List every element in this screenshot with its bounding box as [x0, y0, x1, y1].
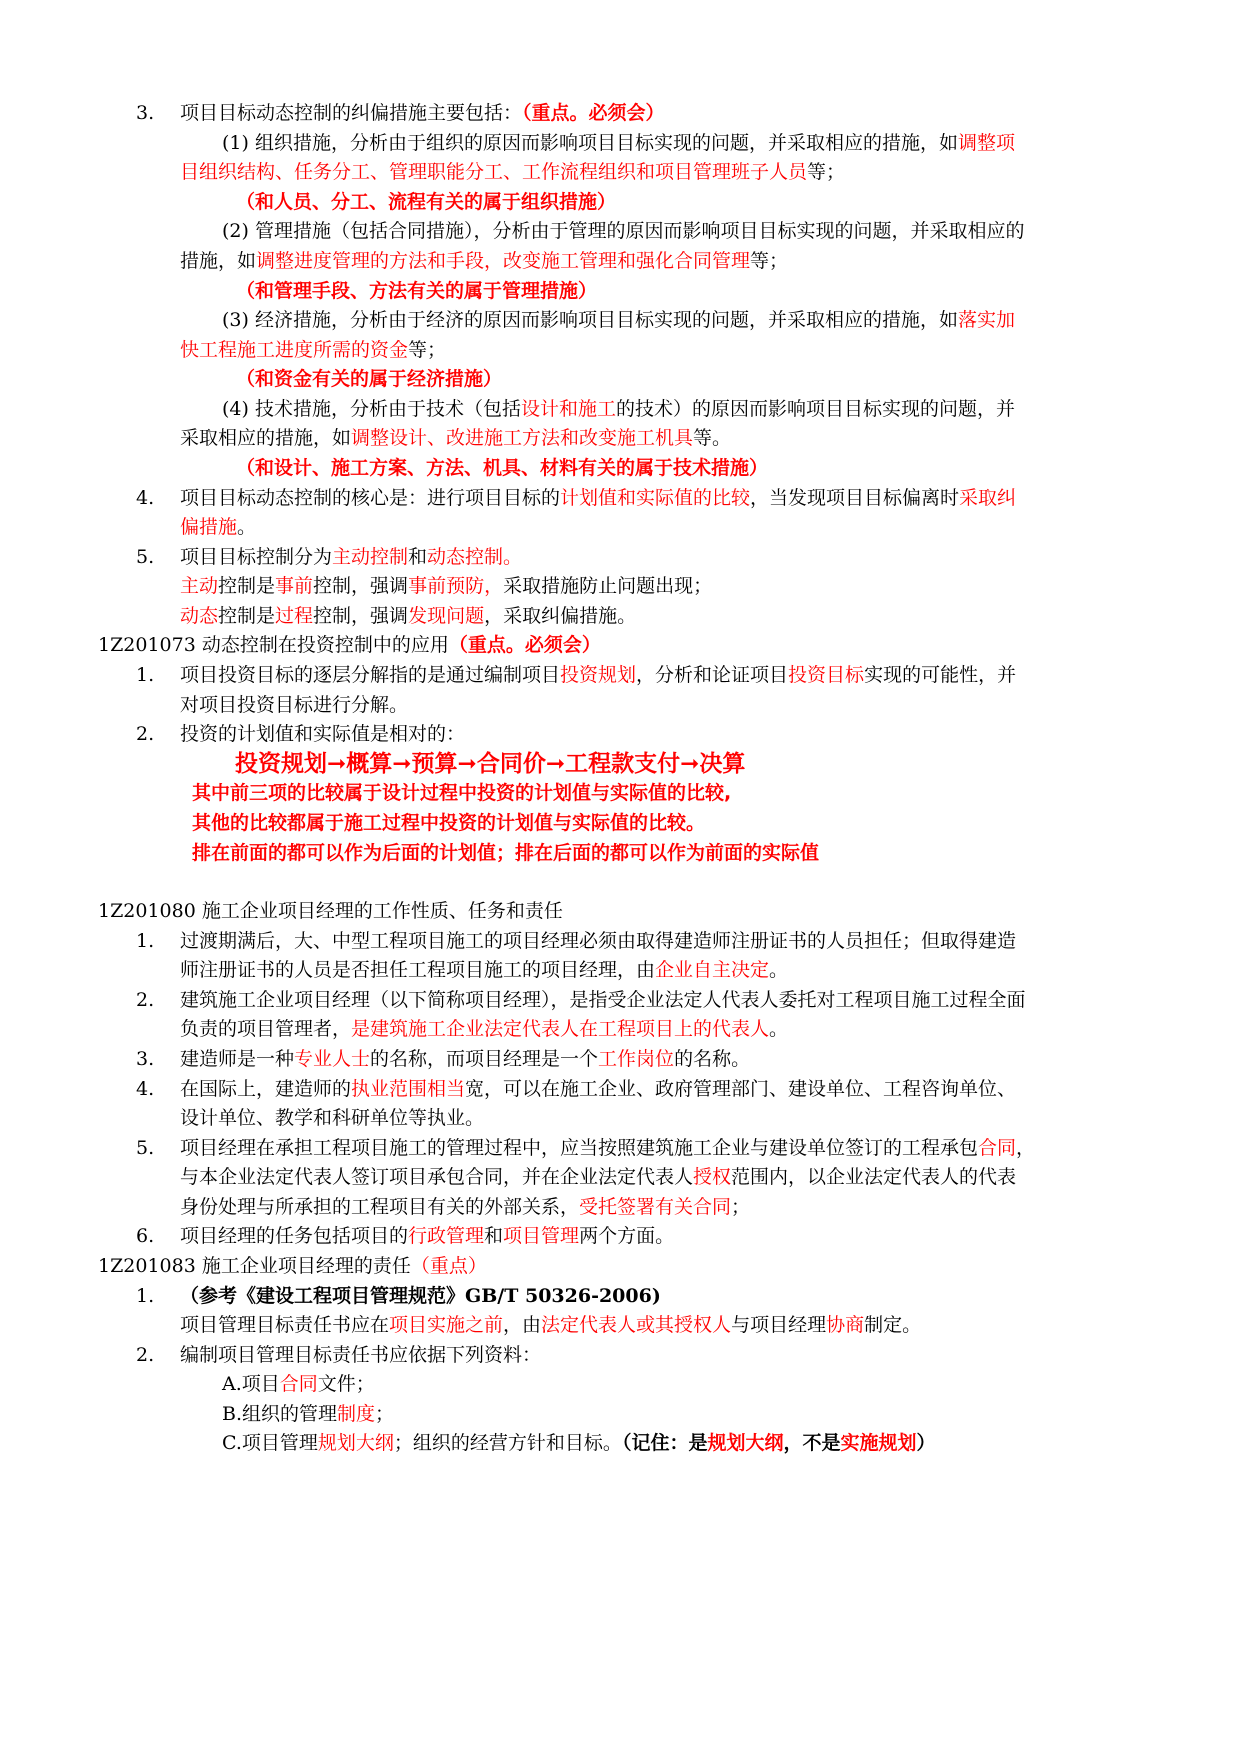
body-text: 控制，强调: [313, 575, 409, 597]
body-text: 和: [408, 546, 428, 568]
text-line: [192, 810, 705, 836]
body-text: 两个方面。: [579, 1225, 675, 1247]
text-line: [222, 1430, 936, 1456]
body-text: 等；: [750, 250, 789, 272]
body-text: 实现的可能性，并: [864, 664, 1017, 686]
body-text: 与本企业法定代表人签订项目承包合同，并在企业法定代表人: [180, 1166, 694, 1188]
body-text: (2) 管理措施（包括合同措施），分析由于管理的原因而影响项目目标实现的问题，并采取相应的: [222, 220, 1025, 242]
text-line: [180, 928, 1016, 954]
body-text: 设计单位、教学和科研单位等执业。: [180, 1107, 485, 1129]
list-number: 1.: [136, 664, 155, 686]
text-line: [98, 632, 601, 658]
text-line: [235, 751, 745, 778]
highlighted-text: 快工程施工进度所需的资金: [180, 339, 409, 361]
highlighted-text: 主动控制: [332, 546, 409, 568]
text-line: [180, 662, 1016, 688]
body-text: 项目经理在承担工程项目施工的管理过程中，应当按照建筑施工企业与建设单位签订的工程承包: [180, 1137, 979, 1159]
highlighted-text: 计划值和实际值的比较: [560, 487, 751, 509]
text-line: [180, 248, 788, 274]
highlighted-text: 投资规划: [560, 664, 637, 686]
text-line: [180, 425, 731, 451]
text-line: [180, 544, 522, 570]
body-text: 等；: [408, 339, 447, 361]
highlighted-text: 调整项: [957, 132, 1015, 154]
highlighted-text: 动态控制。: [427, 546, 523, 568]
body-text: 身份处理与所承担的工程项目有关的外部关系，: [180, 1196, 580, 1218]
body-text: 。: [237, 516, 257, 538]
highlighted-text: 法定代表人或其授权人: [541, 1314, 732, 1336]
text-line: [192, 840, 819, 866]
text-line: [180, 1283, 661, 1309]
list-number: 5.: [136, 1137, 155, 1159]
highlighted-text: 规划大纲: [707, 1432, 784, 1454]
body-text: ，由: [503, 1314, 542, 1336]
highlighted-text: 设计和施工: [520, 398, 616, 420]
highlighted-text: 行政管理: [408, 1225, 485, 1247]
highlighted-text: 授权: [693, 1166, 732, 1188]
text-line: [192, 780, 731, 806]
text-line: [222, 1401, 394, 1427]
highlighted-text: 偏措施: [180, 516, 238, 538]
body-text: 。: [769, 1018, 789, 1040]
text-line: [180, 337, 446, 363]
highlighted-text: 其中前三项的比较属于设计过程中投资的计划值与实际值的比较,: [192, 782, 732, 804]
body-text: 与项目经理: [731, 1314, 827, 1336]
body-text: ，: [1016, 1137, 1036, 1159]
text-line: [180, 159, 845, 185]
text-line: [222, 396, 1015, 422]
body-text: 控制，强调: [313, 605, 409, 627]
highlighted-text: 执业范围相当: [351, 1078, 466, 1100]
body-text: 投资的计划值和实际值是相对的：: [180, 723, 466, 745]
body-text: C.项目管理: [222, 1432, 318, 1454]
body-text: 对项目投资目标进行分解。: [180, 694, 409, 716]
body-text: 1Z201083 施工企业项目经理的责任: [98, 1255, 411, 1277]
highlighted-text: 主动: [180, 575, 219, 597]
body-text: 文件；: [317, 1373, 375, 1395]
text-line: [222, 307, 1015, 333]
highlighted-text: （记住：是: [621, 1432, 708, 1454]
highlighted-text: ）: [916, 1432, 936, 1454]
body-text: ；: [375, 1403, 395, 1425]
text-line: [180, 1016, 788, 1042]
text-line: [98, 898, 563, 924]
text-line: [180, 1046, 750, 1072]
highlighted-text: （和管理手段、方法有关的属于管理措施）: [236, 280, 598, 302]
text-line: [180, 1342, 541, 1368]
highlighted-text: （参考《建设工程项目管理规范》GB/T 50326-2006): [180, 1285, 661, 1307]
highlighted-text: 投资规划➞概算➞预算➞合同价➞工程款支付➞决算: [235, 751, 746, 777]
highlighted-text: 事前预防，: [408, 575, 504, 597]
text-line: [180, 1312, 921, 1338]
body-text: 项目管理目标责任书应在: [180, 1314, 390, 1336]
highlighted-text: （和人员、分工、流程有关的属于组织措施）: [236, 191, 617, 213]
text-line: [180, 573, 712, 599]
highlighted-text: 事前: [275, 575, 314, 597]
highlighted-text: 过程: [275, 605, 314, 627]
text-line: [222, 1371, 375, 1397]
body-text: 项目投资目标的逐层分解指的是通过编制项目: [180, 664, 561, 686]
text-line: [98, 1253, 487, 1279]
highlighted-text: 动态: [180, 605, 219, 627]
highlighted-text: 项目管理: [503, 1225, 580, 1247]
body-text: 和: [484, 1225, 504, 1247]
body-text: 项目经理的任务包括项目的: [180, 1225, 409, 1247]
text-line: [236, 278, 597, 304]
highlighted-text: 实施规划: [840, 1432, 917, 1454]
highlighted-text: 协商: [826, 1314, 865, 1336]
body-text: 等；: [807, 161, 846, 183]
highlighted-text: （重点。必须会）: [522, 102, 665, 124]
highlighted-text: 合同: [978, 1137, 1017, 1159]
body-text: 1Z201073 动态控制在投资控制中的应用: [98, 634, 449, 656]
body-text: 项目目标动态控制的纠偏措施主要包括：: [180, 102, 523, 124]
highlighted-text: 调整进度管理的方法和手段，改变施工管理和强化合同管理: [256, 250, 751, 272]
text-line: [236, 366, 502, 392]
list-number: 5.: [136, 546, 155, 568]
text-line: [180, 514, 256, 540]
list-number: 1.: [136, 930, 155, 952]
body-text: 负责的项目管理者，: [180, 1018, 352, 1040]
text-line: [180, 485, 1016, 511]
list-number: 1.: [136, 1285, 155, 1307]
highlighted-text: 制度: [337, 1403, 376, 1425]
list-number: 3.: [136, 102, 155, 124]
body-text: 制定。: [864, 1314, 922, 1336]
body-text: 控制是: [218, 605, 276, 627]
text-line: [222, 130, 1015, 156]
body-text: 采取相应的措施，如: [180, 427, 352, 449]
body-text: 。: [769, 959, 789, 981]
body-text: 在国际上，建造师的: [180, 1078, 352, 1100]
highlighted-text: 企业自主决定: [655, 959, 770, 981]
body-text: ，分析和论证项目: [636, 664, 789, 686]
text-line: [180, 603, 636, 629]
body-text: ；: [731, 1196, 751, 1218]
body-text: (3) 经济措施，分析由于经济的原因而影响项目目标实现的问题，并采取相应的措施，如: [222, 309, 958, 331]
body-text: 1Z201080 施工企业项目经理的工作性质、任务和责任: [98, 900, 563, 922]
body-text: 过渡期满后，大、中型工程项目施工的项目经理必须由取得建造师注册证书的人员担任；但取得建造: [180, 930, 1017, 952]
highlighted-text: 排在前面的都可以作为后面的计划值；排在后面的都可以作为前面的实际值: [192, 842, 820, 864]
body-text: ，当发现项目目标偏离时: [750, 487, 960, 509]
body-text: 的名称，而项目经理是一个: [370, 1048, 599, 1070]
text-line: [180, 1223, 674, 1249]
text-line: [180, 1194, 750, 1220]
list-number: 2.: [136, 1344, 155, 1366]
body-text: 建筑施工企业项目经理（以下简称项目经理），是指受企业法定人代表人委托对工程项目施工过程全面: [180, 989, 1026, 1011]
highlighted-text: 专业人士: [294, 1048, 371, 1070]
text-line: [236, 455, 768, 481]
body-text: (4) 技术措施，分析由于技术（包括: [222, 398, 521, 420]
body-text: 控制是: [218, 575, 276, 597]
list-number: 4.: [136, 1078, 155, 1100]
highlighted-text: 合同: [279, 1373, 318, 1395]
body-text: B.组织的管理: [222, 1403, 338, 1425]
highlighted-text: 规划大纲: [317, 1432, 394, 1454]
body-text: 的技术）的原因而影响项目目标实现的问题，并: [615, 398, 1015, 420]
highlighted-text: 项目实施之前: [389, 1314, 504, 1336]
body-text: 宽，可以在施工企业、政府管理部门、建设单位、工程咨询单位、: [465, 1078, 1017, 1100]
body-text: 项目目标动态控制的核心是：进行项目目标的: [180, 487, 561, 509]
body-text: 措施，如: [180, 250, 257, 272]
body-text: A.项目: [222, 1373, 280, 1395]
body-text: 范围内，以企业法定代表人的代表: [731, 1166, 1017, 1188]
body-text: 的名称。: [674, 1048, 751, 1070]
text-line: [236, 189, 616, 215]
highlighted-text: （和资金有关的属于经济措施）: [236, 368, 503, 390]
body-text: 建造师是一种: [180, 1048, 295, 1070]
text-line: [180, 692, 408, 718]
highlighted-text: 采取纠: [959, 487, 1017, 509]
text-line: [180, 100, 665, 126]
text-line: [222, 218, 1024, 244]
body-text: 等。: [693, 427, 732, 449]
highlighted-text: 调整设计、改进施工方法和改变施工机具: [351, 427, 694, 449]
highlighted-text: 其他的比较都属于施工过程中投资的计划值与实际值的比较。: [192, 812, 706, 834]
highlighted-text: 投资目标: [788, 664, 865, 686]
highlighted-text: 落实加: [957, 309, 1015, 331]
text-line: [180, 957, 788, 983]
highlighted-text: （重点）: [410, 1255, 487, 1277]
highlighted-text: 受托签署有关合同: [579, 1196, 732, 1218]
body-text: 编制项目管理目标责任书应依据下列资料：: [180, 1344, 542, 1366]
highlighted-text: 是建筑施工企业法定代表人在工程项目上的代表人: [351, 1018, 770, 1040]
highlighted-text: 发现问题: [408, 605, 485, 627]
list-number: 6.: [136, 1225, 155, 1247]
text-line: [180, 1135, 1035, 1161]
list-number: 3.: [136, 1048, 155, 1070]
body-text: ，采取纠偏措施。: [484, 605, 637, 627]
body-text: 项目目标控制分为: [180, 546, 333, 568]
list-number: 2.: [136, 989, 155, 1011]
body-text: (1) 组织措施，分析由于组织的原因而影响项目目标实现的问题，并采取相应的措施，如: [222, 132, 958, 154]
list-number: 4.: [136, 487, 155, 509]
text-line: [180, 1105, 484, 1131]
text-line: [180, 987, 1026, 1013]
highlighted-text: 目组织结构、任务分工、管理职能分工、工作流程组织和项目管理班子人员: [180, 161, 808, 183]
highlighted-text: （重点。必须会）: [448, 634, 601, 656]
highlighted-text: （和设计、施工方案、方法、机具、材料有关的属于技术措施）: [236, 457, 769, 479]
body-text: 采取措施防止问题出现；: [503, 575, 713, 597]
highlighted-text: 工作岗位: [598, 1048, 675, 1070]
text-line: [180, 721, 465, 747]
text-line: [180, 1076, 1016, 1102]
body-text: 师注册证书的人员是否担任工程项目施工的项目经理，由: [180, 959, 656, 981]
body-text: ；组织的经营方针和目标。: [393, 1432, 622, 1454]
list-number: 2.: [136, 723, 155, 745]
highlighted-text: ，不是: [783, 1432, 841, 1454]
text-line: [180, 1164, 1016, 1190]
